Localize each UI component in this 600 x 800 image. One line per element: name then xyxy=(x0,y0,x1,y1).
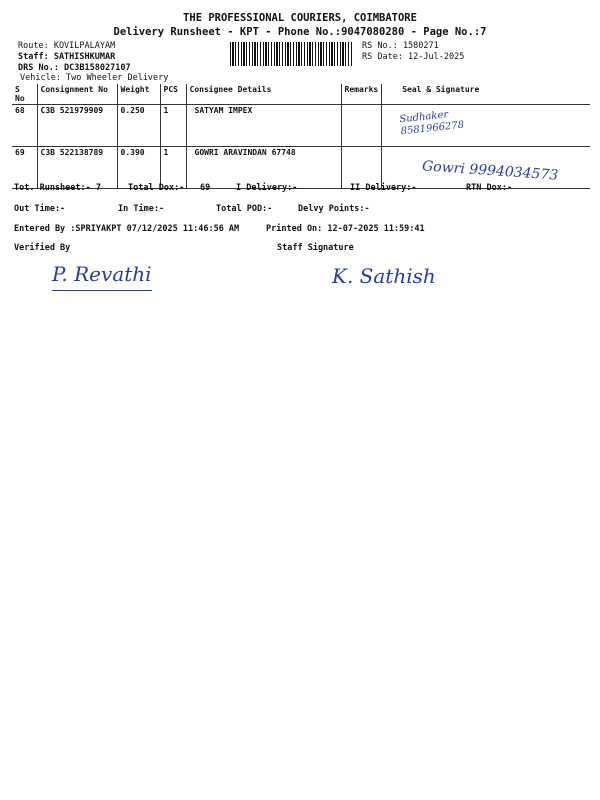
cell-sno: 69 xyxy=(12,147,37,189)
barcode-image xyxy=(230,42,352,66)
in-time: In Time:- xyxy=(118,204,165,214)
cell-weight: 0.250 xyxy=(117,105,160,147)
staff-signature: K. Sathish xyxy=(332,264,436,288)
entered-by: Entered By :SPRIYAKPT 07/12/2025 11:46:56 AM xyxy=(14,224,240,234)
out-time: Out Time:- xyxy=(14,204,66,214)
cell-sno: 68 xyxy=(15,106,25,115)
col-header-signature: Seal & Signature xyxy=(382,84,590,105)
cell-consignee: SATYAM IMPEX xyxy=(186,105,341,147)
company-title: THE PROFESSIONAL COURIERS, COIMBATORE xyxy=(183,12,417,24)
col-header-pcs: PCS xyxy=(160,84,186,105)
drs-label: DRS No.: DC3B158027107 xyxy=(18,63,131,73)
staff-signature-label: Staff Signature xyxy=(277,243,354,253)
cell-remarks xyxy=(341,105,382,147)
cell-weight: 0.390 xyxy=(117,147,160,189)
handwritten-signature: Sudhaker 8581966278 xyxy=(399,109,465,138)
cell-pcs: 1 xyxy=(160,105,186,147)
col-header-sno: S No xyxy=(12,84,37,105)
col-header-consignment: Consignment No xyxy=(37,84,117,105)
runsheet-table xyxy=(12,84,590,189)
i-delivery: I Delivery:- xyxy=(236,183,298,193)
table-row xyxy=(12,105,590,147)
cell-signature xyxy=(382,105,590,147)
staff-label: Staff: SATHISHKUMAR xyxy=(18,52,116,62)
cell-consignee: GOWRI ARAVINDAN 67748 xyxy=(186,147,341,189)
delvy-points: Delvy Points:- xyxy=(298,204,370,214)
vehicle-label: Vehicle: Two Wheeler Delivery xyxy=(20,73,169,83)
total-runsheet: Tot. Runsheet:- 7 xyxy=(14,183,101,193)
rs-number: RS No.: 1580271 xyxy=(362,41,439,51)
col-header-remarks: Remarks xyxy=(341,84,382,105)
total-pod: Total POD:- xyxy=(216,204,273,214)
verified-by-label: Verified By xyxy=(14,243,71,253)
cell-consignment: C3B 522138789 xyxy=(37,147,117,189)
cell-consignment: C3B 521979909 xyxy=(37,105,117,147)
printed-on: Printed On: 12-07-2025 11:59:41 xyxy=(266,224,425,234)
total-dox-label: Total Dox:- xyxy=(128,183,185,193)
runsheet-subtitle: Delivery Runsheet - KPT - Phone No.:9047080280 - Page No.:7 xyxy=(113,26,487,38)
verified-signature: P. Revathi xyxy=(52,262,152,291)
total-dox-value: 69 xyxy=(200,183,211,193)
table-header-row xyxy=(12,84,590,105)
ii-delivery: II Delivery:- xyxy=(350,183,417,193)
rs-date: RS Date: 12-Jul-2025 xyxy=(362,52,465,62)
rtn-dox: RTN Dox:- xyxy=(466,183,513,193)
cell-pcs: 1 xyxy=(160,147,186,189)
col-header-consignee: Consignee Details xyxy=(186,84,341,105)
col-header-weight: Weight xyxy=(117,84,160,105)
route-label: Route: KOVILPALAYAM xyxy=(18,41,116,51)
handwritten-signature: Gowri 9994034573 xyxy=(421,158,559,184)
